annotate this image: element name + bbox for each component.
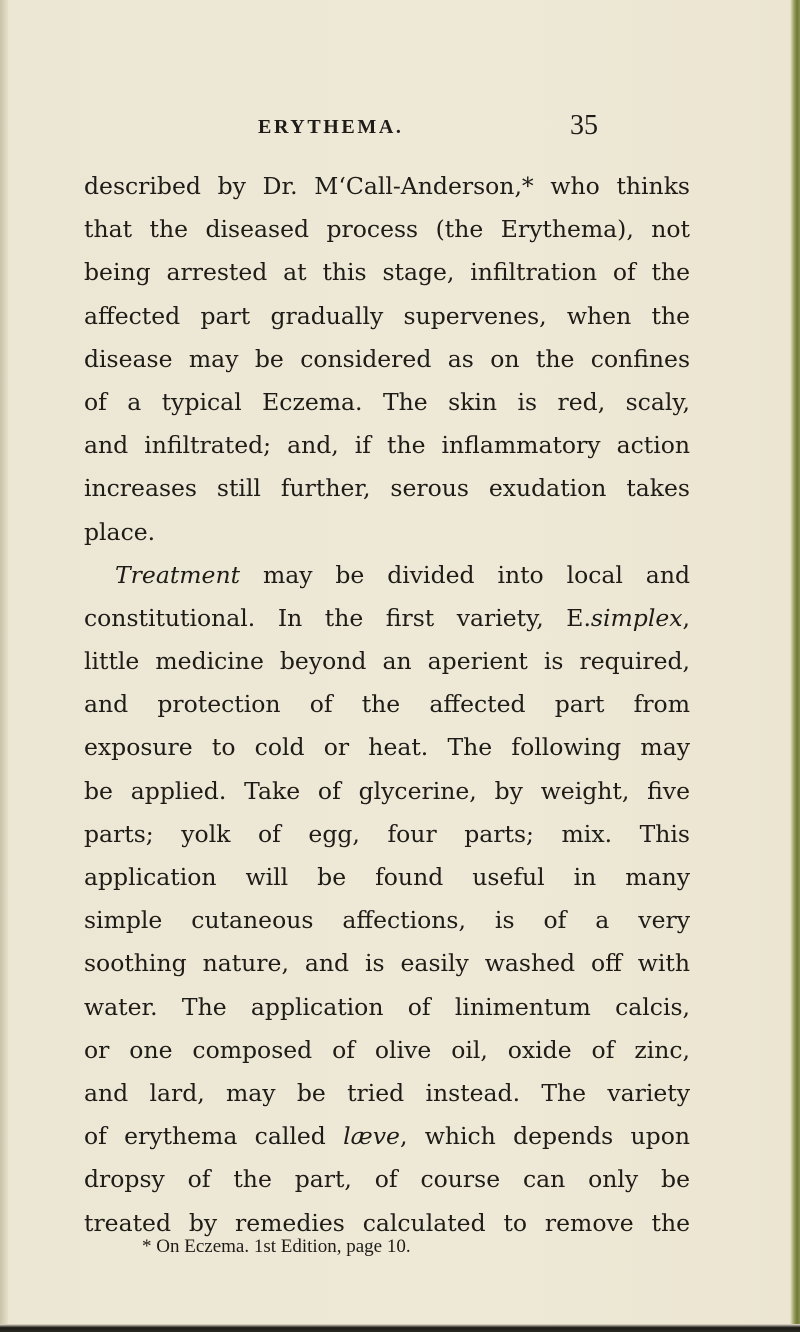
footnote: * On Eczema. 1st Edition, page 10. (142, 1236, 411, 1257)
text-line: increases still further, serous exudation takes (84, 474, 690, 503)
text-line: water. The application of linimentum calcis, (84, 992, 690, 1021)
text-line: described by Dr. M‘Call-Anderson,* who thinks (84, 172, 690, 200)
text-line: little medicine beyond an aperient is required, (84, 647, 690, 676)
page-edge (790, 0, 800, 1332)
running-title: ERYTHEMA. (258, 116, 404, 138)
text-line: and infiltrated; and, if the inflammatory action (84, 431, 690, 460)
text-line: exposure to cold or heat. The following may (84, 733, 690, 762)
text-line: or one composed of olive oil, oxide of zinc, (84, 1035, 690, 1064)
text-line: of a typical Eczema. The skin is red, scaly, (84, 387, 690, 416)
text-line: constitutional. In the first variety, E.simplex, (84, 603, 690, 632)
text-line: affected part gradually supervenes, when the (84, 301, 690, 330)
text-line: application will be found useful in many (84, 863, 690, 891)
body-text (84, 165, 690, 1245)
text-line: place. (84, 517, 156, 546)
bottom-edge (0, 1324, 800, 1332)
text-line: be applied. Take of glycerine, by weight, five (84, 776, 690, 805)
text-line: and lard, may be tried instead. The variety (84, 1078, 690, 1107)
page-header (0, 110, 800, 150)
binding-edge (0, 0, 8, 1332)
text-line: soothing nature, and is easily washed off with (84, 949, 690, 978)
italic-term-laeve: læve (343, 1122, 400, 1151)
text-line: being arrested at this stage, infiltration of the (84, 258, 690, 287)
text-line: that the diseased process (the Erythema), not (84, 215, 690, 244)
text-line: dropsy of the part, of course can only be (84, 1165, 690, 1194)
text-line: simple cutaneous affections, is of a very (84, 906, 690, 935)
text-line: Treatment may be divided into local and (115, 560, 690, 589)
text-line: of erythema called læve, which depends upon (84, 1122, 690, 1151)
page-number: 35 (570, 110, 598, 141)
text-line: and protection of the affected part from (84, 690, 690, 719)
text-line: disease may be considered as on the confines (84, 344, 690, 373)
text-line: parts; yolk of egg, four parts; mix. This (84, 819, 690, 848)
italic-term-treatment: Treatment (115, 560, 241, 589)
italic-term-simplex: simplex (590, 603, 683, 632)
text-line: treated by remedies calculated to remove the (84, 1208, 690, 1237)
